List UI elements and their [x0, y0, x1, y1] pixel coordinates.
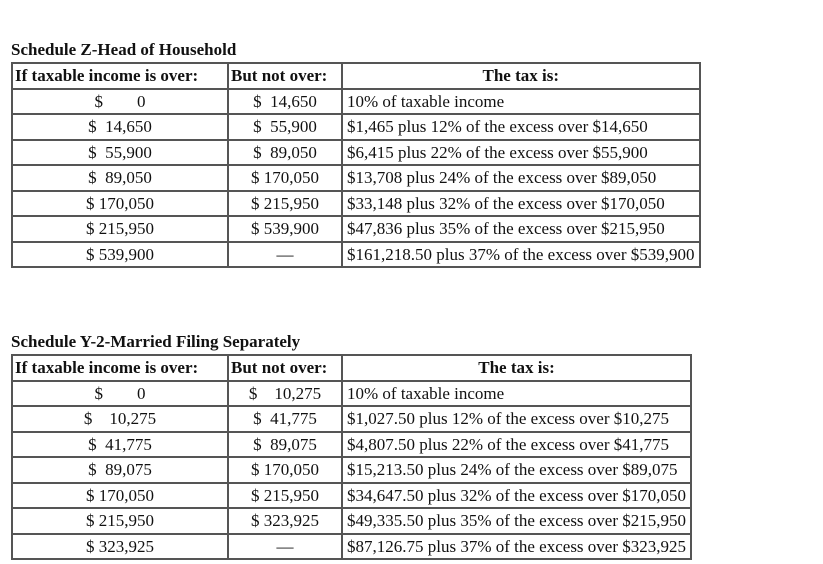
table-row — [12, 242, 700, 268]
not-over-cell: — — [228, 242, 342, 268]
not-over-cell: $ 14,650 — [228, 89, 342, 115]
income-over-cell: $ 0 — [12, 381, 228, 407]
income-over-cell: $ 539,900 — [12, 242, 228, 268]
not-over-cell: $ 170,050 — [228, 457, 342, 483]
table-row — [12, 114, 700, 140]
tax-cell: $6,415 plus 22% of the excess over $55,900 — [342, 140, 700, 166]
tax-cell: 10% of taxable income — [342, 381, 691, 407]
not-over-cell: — — [228, 534, 342, 560]
tax-cell: 10% of taxable income — [342, 89, 700, 115]
tax-cell: $33,148 plus 32% of the excess over $170,050 — [342, 191, 700, 217]
column-header: If taxable income is over: — [12, 355, 228, 381]
table-row — [12, 191, 700, 217]
table-row — [12, 216, 700, 242]
income-over-cell: $ 323,925 — [12, 534, 228, 560]
tax-cell: $34,647.50 plus 32% of the excess over $170,050 — [342, 483, 691, 509]
income-over-cell: $ 55,900 — [12, 140, 228, 166]
income-over-cell: $ 89,075 — [12, 457, 228, 483]
not-over-cell: $ 170,050 — [228, 165, 342, 191]
income-over-cell: $ 215,950 — [12, 216, 228, 242]
schedule-y2-title: Schedule Y-2-Married Filing Separately — [11, 332, 301, 351]
tax-cell: $15,213.50 plus 24% of the excess over $89,075 — [342, 457, 691, 483]
not-over-cell: $ 323,925 — [228, 508, 342, 534]
schedule-z-table — [11, 62, 701, 268]
tax-cell: $161,218.50 plus 37% of the excess over $539,900 — [342, 242, 700, 268]
income-over-cell: $ 14,650 — [12, 114, 228, 140]
not-over-cell: $ 41,775 — [228, 406, 342, 432]
table-row — [12, 534, 691, 560]
column-header: But not over: — [228, 63, 342, 89]
schedule-z-title: Schedule Z-Head of Household — [11, 40, 237, 59]
table-row — [12, 457, 691, 483]
tax-cell: $4,807.50 plus 22% of the excess over $41,775 — [342, 432, 691, 458]
income-over-cell: $ 10,275 — [12, 406, 228, 432]
table-row — [12, 432, 691, 458]
schedule-y2-table — [11, 354, 692, 560]
tax-cell: $13,708 plus 24% of the excess over $89,050 — [342, 165, 700, 191]
table-row — [12, 381, 691, 407]
table-row — [12, 406, 691, 432]
not-over-cell: $ 215,950 — [228, 191, 342, 217]
table-row — [12, 508, 691, 534]
income-over-cell: $ 89,050 — [12, 165, 228, 191]
not-over-cell: $ 10,275 — [228, 381, 342, 407]
income-over-cell: $ 170,050 — [12, 191, 228, 217]
tax-cell: $47,836 plus 35% of the excess over $215,950 — [342, 216, 700, 242]
income-over-cell: $ 41,775 — [12, 432, 228, 458]
tax-cell: $49,335.50 plus 35% of the excess over $215,950 — [342, 508, 691, 534]
not-over-cell: $ 55,900 — [228, 114, 342, 140]
table-row — [12, 140, 700, 166]
column-header: The tax is: — [342, 355, 691, 381]
table-row — [12, 483, 691, 509]
not-over-cell: $ 89,050 — [228, 140, 342, 166]
income-over-cell: $ 215,950 — [12, 508, 228, 534]
column-header: The tax is: — [342, 63, 700, 89]
column-header: But not over: — [228, 355, 342, 381]
income-over-cell: $ 170,050 — [12, 483, 228, 509]
tax-cell: $1,465 plus 12% of the excess over $14,650 — [342, 114, 700, 140]
table-row — [12, 165, 700, 191]
table-header-row — [12, 355, 691, 381]
tax-cell: $1,027.50 plus 12% of the excess over $10,275 — [342, 406, 691, 432]
income-over-cell: $ 0 — [12, 89, 228, 115]
not-over-cell: $ 89,075 — [228, 432, 342, 458]
column-header: If taxable income is over: — [12, 63, 228, 89]
tax-cell: $87,126.75 plus 37% of the excess over $323,925 — [342, 534, 691, 560]
table-row — [12, 89, 700, 115]
not-over-cell: $ 215,950 — [228, 483, 342, 509]
table-header-row — [12, 63, 700, 89]
not-over-cell: $ 539,900 — [228, 216, 342, 242]
